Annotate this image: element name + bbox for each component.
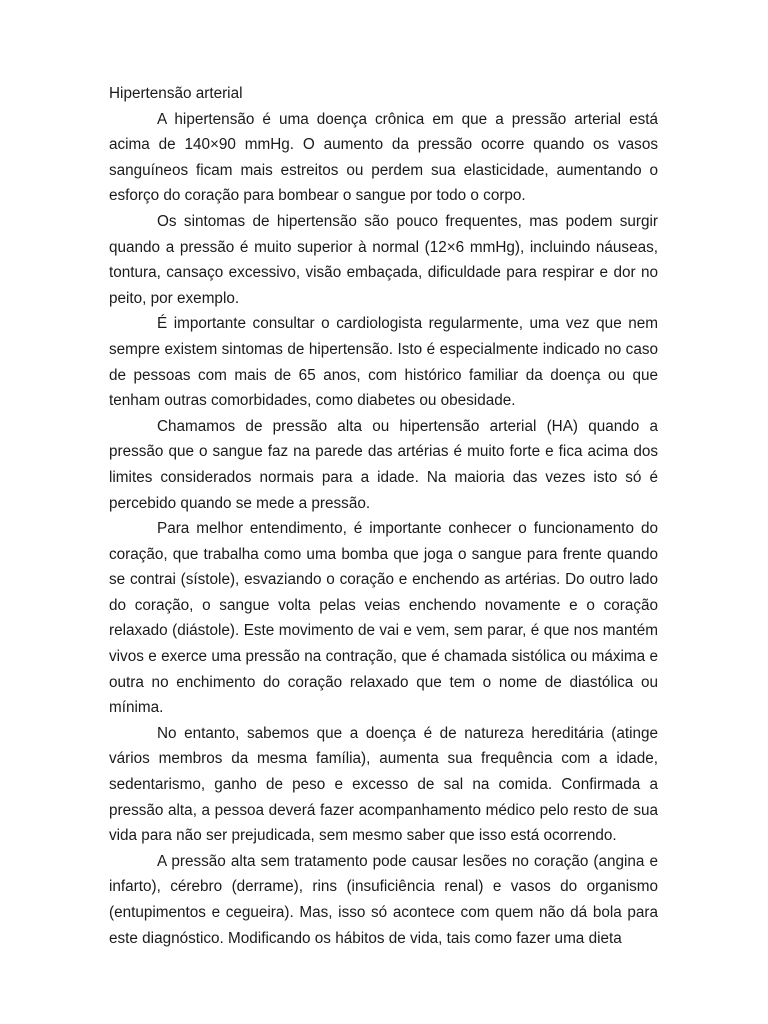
paragraph-heart-function: Para melhor entendimento, é importante conhecer o funcionamento do coração, que trabalha como uma bomba que joga o sangue para frente quando se contrai (sístole), esvaziando o coração e enchendo as artérias. Do outro lado do coração, o sangue volta pelas veias enchendo novamente e o coração relaxado (diástole). Este movimento de vai e vem, sem parar, é que nos mantém vivos e exerce uma pressão na contração, que é chamada sistólica ou máxima e outra no enchimento do coração relaxado que tem o nome de diastólica ou mínima. <box>109 520 658 717</box>
paragraph-cardiologist: É importante consultar o cardiologista regularmente, uma vez que nem sempre existem sintomas de hipertensão. Isto é especialmente indicado no caso de pessoas com mais de 65 anos, com histórico familiar da doença ou que tenham outras comorbidades, como diabetes ou obesidade. <box>109 315 658 410</box>
paragraph-definition: A hipertensão é uma doença crônica em que a pressão arterial está acima de 140×90 mmHg. O aumento da pressão ocorre quando os vasos sanguíneos ficam mais estreitos ou perdem sua elasticidade, aumentando o esforço do coração para bombear o sangue por todo o corpo. <box>109 110 658 205</box>
paragraph-hereditary: No entanto, sabemos que a doença é de natureza hereditária (atinge vários membros da mesma família), aumenta sua frequência com a idade, sedentarismo, ganho de peso e excesso de sal na comida. Confirmada a pressão alta, a pessoa deverá fazer acompanhamento médico pelo resto de sua vida para não ser prejudicada, sem mesmo saber que isso está ocorrendo. <box>109 724 658 845</box>
document-body <box>109 81 658 951</box>
paragraph-high-pressure: Chamamos de pressão alta ou hipertensão arterial (HA) quando a pressão que o sangue faz na parede das artérias é muito forte e fica acima dos limites considerados normais para a idade. Na maioria das vezes isto só é percebido quando se mede a pressão. <box>109 417 658 512</box>
paragraph-symptoms: Os sintomas de hipertensão são pouco frequentes, mas podem surgir quando a pressão é muito superior à normal (12×6 mmHg), incluindo náuseas, tontura, cansaço excessivo, visão embaçada, dificuldade para respirar e dor no peito, por exemplo. <box>109 212 658 307</box>
document-title: Hipertensão arterial <box>109 85 243 102</box>
paragraph-consequences: A pressão alta sem tratamento pode causar lesões no coração (angina e infarto), cérebro (derrame), rins (insuficiência renal) e vasos do organismo (entupimentos e cegueira). Mas, isso só acontece com quem não dá bola para este diagnóstico. Modificando os hábitos de vida, tais como fazer uma dieta <box>109 852 658 947</box>
